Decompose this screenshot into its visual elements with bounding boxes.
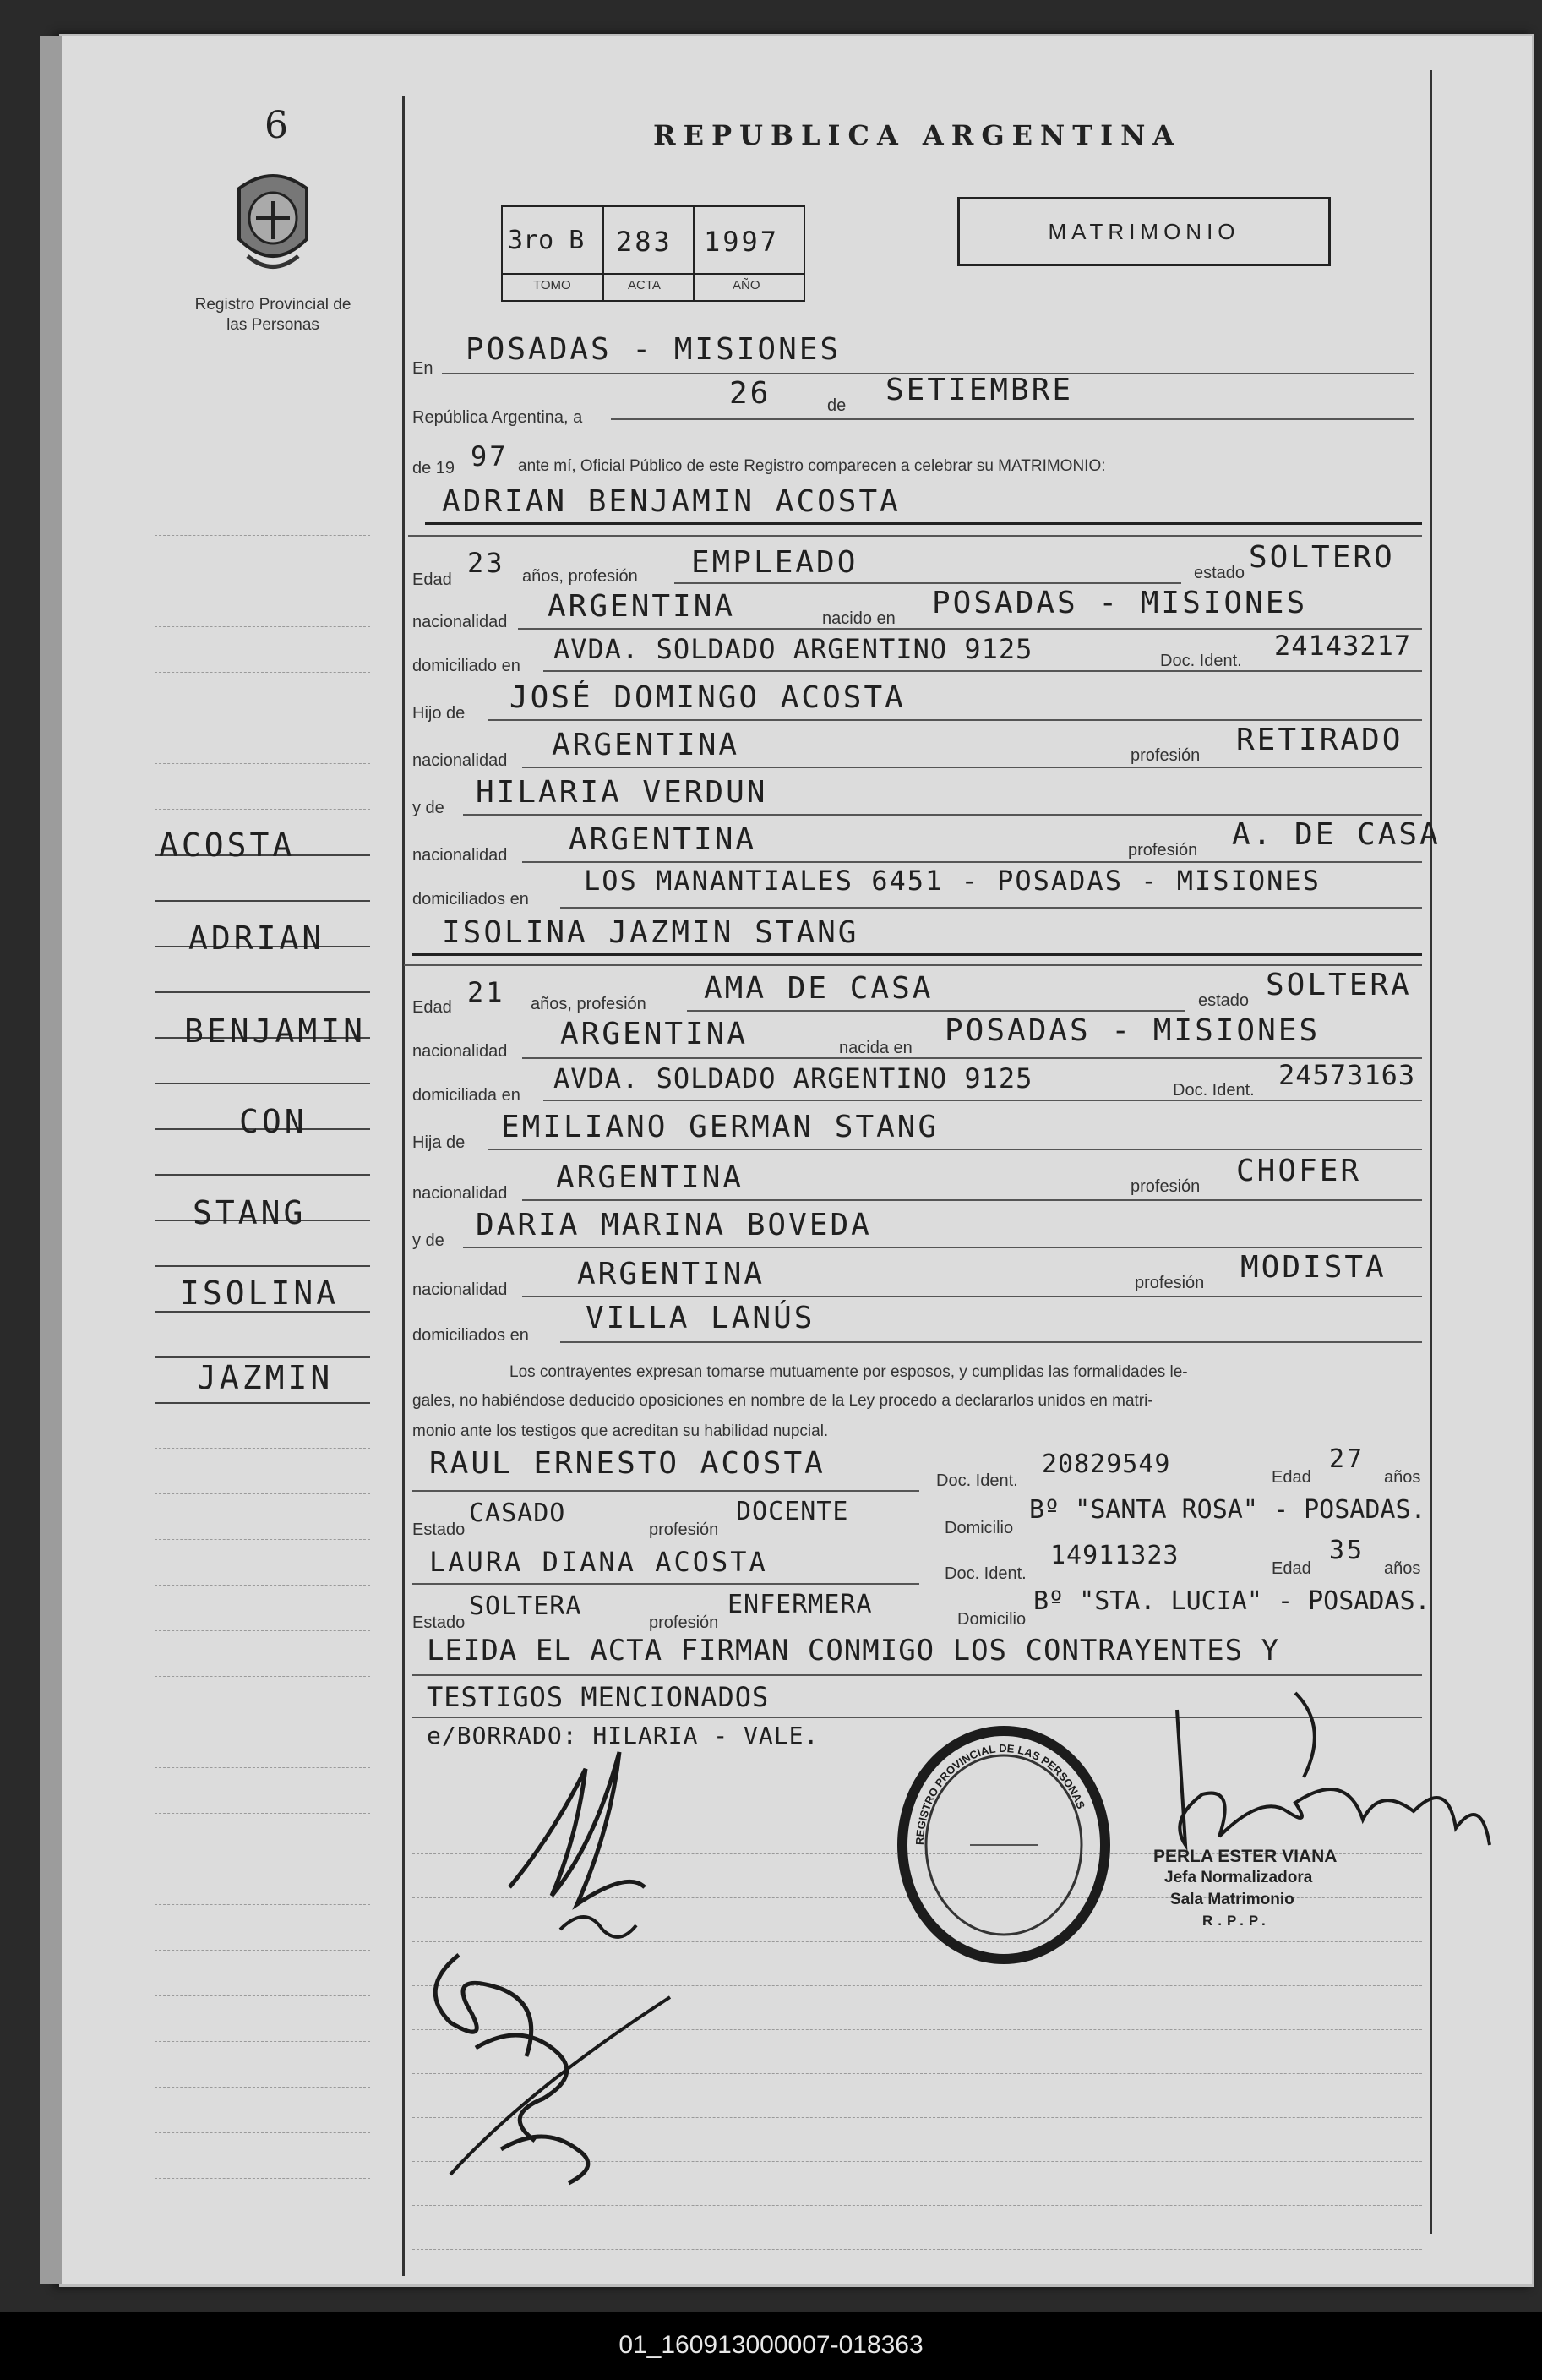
- tomo-value: 3ro B: [508, 226, 585, 255]
- margin-rule-line: [155, 1950, 370, 1951]
- groom-estado: SOLTERO: [1249, 540, 1395, 575]
- margin-rule-line: [155, 1356, 370, 1358]
- margin-rule-line: [155, 1904, 370, 1905]
- witness1-doc: 20829549: [1042, 1449, 1171, 1479]
- officer-abbr: R.P.P.: [1202, 1913, 1271, 1929]
- margin-rule-line: [155, 1995, 370, 1996]
- witness1-doc-label: Doc. Ident.: [936, 1471, 1018, 1490]
- margin-rule-line: [155, 991, 370, 993]
- groom-age-label: Edad: [412, 570, 452, 589]
- bride-nationality: ARGENTINA: [560, 1017, 749, 1051]
- bride-nationality-label: nacionalidad: [412, 1042, 508, 1061]
- margin-name-2: ADRIAN: [188, 920, 325, 957]
- bride-mother-prof-label: profesión: [1135, 1274, 1205, 1292]
- bride-born-label: nacida en: [839, 1039, 913, 1057]
- register-page: [59, 34, 1534, 2287]
- witness1-anos-label: años: [1384, 1468, 1421, 1487]
- groom-name: ADRIAN BENJAMIN ACOSTA: [442, 484, 901, 519]
- witness1-estado-label: Estado: [412, 1520, 466, 1539]
- groom-mother-nat: ARGENTINA: [569, 822, 757, 857]
- act-type-label: MATRIMONIO: [1048, 219, 1240, 244]
- witness2-prof-label: profesión: [649, 1613, 719, 1632]
- margin-rule-line: [155, 2087, 370, 2088]
- margin-rule-line: [155, 809, 370, 810]
- image-caption: 01_160913000007-018363: [618, 2331, 924, 2359]
- bride-doc: 24573163: [1278, 1059, 1416, 1091]
- margin-name-4: CON: [239, 1103, 308, 1140]
- tomo-label: TOMO: [533, 278, 571, 292]
- margin-name-1: ACOSTA: [159, 827, 296, 864]
- margin-rule-line: [155, 763, 370, 764]
- en-label: En: [412, 359, 433, 378]
- groom-parents-dom: LOS MANANTIALES 6451 - POSADAS - MISIONES: [584, 865, 1321, 897]
- bride-age-label: Edad: [412, 998, 452, 1017]
- closing-line-1: LEIDA EL ACTA FIRMAN CONMIGO LOS CONTRAYENTES Y: [427, 1634, 1280, 1668]
- bride-father-label: Hija de: [412, 1133, 466, 1152]
- margin-rule-line: [155, 1813, 370, 1814]
- page-number: 6: [264, 104, 288, 147]
- registry-label: Registro Provincial de las Personas: [194, 296, 351, 334]
- declaration-line-3: monio ante los testigos que acreditan su habilidad nupcial.: [412, 1422, 829, 1440]
- groom-doc-label: Doc. Ident.: [1160, 652, 1242, 670]
- act-type-box: [957, 197, 1331, 266]
- bride-father-nat-label: nacionalidad: [412, 1184, 508, 1203]
- officer-title: Jefa Normalizadora: [1164, 1869, 1313, 1886]
- witness2-dom-label: Domicilio: [957, 1610, 1027, 1629]
- bride-parents-dom: VILLA LANÚS: [586, 1301, 815, 1335]
- groom-father-prof-label: profesión: [1131, 746, 1201, 765]
- groom-father-nat: ARGENTINA: [552, 728, 740, 762]
- bride-domicile: AVDA. SOLDADO ARGENTINO 9125: [553, 1062, 1033, 1094]
- margin-rule-line: [155, 1585, 370, 1586]
- groom-mother-nat-label: nacionalidad: [412, 846, 508, 865]
- groom-father-label: Hijo de: [412, 704, 466, 723]
- margin-rule-line: [155, 2041, 370, 2042]
- margin-rule-line: [155, 1767, 370, 1768]
- margin-rule-line: [155, 1493, 370, 1494]
- margin-rule-line: [155, 1448, 370, 1449]
- groom-father: JOSÉ DOMINGO ACOSTA: [509, 680, 906, 715]
- bride-domicile-label: domiciliada en: [412, 1086, 520, 1105]
- groom-anos-profesion-label: años, profesión: [522, 567, 638, 586]
- year-suffix: 97: [471, 440, 509, 472]
- groom-doc: 24143217: [1274, 630, 1412, 662]
- bride-mother-nat-label: nacionalidad: [412, 1280, 508, 1299]
- groom-nationality-label: nacionalidad: [412, 613, 508, 631]
- groom-father-prof: RETIRADO: [1236, 723, 1403, 757]
- bride-doc-label: Doc. Ident.: [1173, 1081, 1255, 1100]
- margin-rule-line: [155, 1174, 370, 1176]
- ano-label: AÑO: [733, 278, 760, 292]
- intro-statement: ante mí, Oficial Público de este Registro comparecen a celebrar su MATRIMONIO:: [518, 457, 1106, 475]
- bride-estado: SOLTERA: [1266, 968, 1412, 1002]
- groom-parents-dom-label: domiciliados en: [412, 890, 529, 909]
- margin-rule-line: [155, 2132, 370, 2133]
- year-prefix: de 19: [412, 459, 455, 478]
- de-label: de: [827, 396, 847, 415]
- bride-born: POSADAS - MISIONES: [945, 1013, 1321, 1048]
- witness2-doc-label: Doc. Ident.: [945, 1564, 1027, 1583]
- bride-father-prof-label: profesión: [1131, 1177, 1201, 1196]
- groom-born-label: nacido en: [822, 609, 896, 628]
- groom-age: 23: [467, 547, 505, 579]
- margin-rule-line: [155, 535, 370, 536]
- officer-office: Sala Matrimonio: [1170, 1891, 1294, 1908]
- acta-value: 283: [616, 226, 673, 258]
- witness1-age-label: Edad: [1272, 1468, 1311, 1487]
- bride-profession: AMA DE CASA: [704, 971, 934, 1006]
- bride-mother: DARIA MARINA BOVEDA: [476, 1208, 872, 1242]
- bride-parents-dom-label: domiciliados en: [412, 1326, 529, 1345]
- witness2-dom: Bº "STA. LUCIA" - POSADAS.: [1033, 1586, 1430, 1616]
- witness1-estado: CASADO: [469, 1498, 566, 1528]
- bride-estado-label: estado: [1198, 991, 1250, 1010]
- witness1-name: RAUL ERNESTO ACOSTA: [429, 1446, 825, 1481]
- witness2-doc: 14911323: [1050, 1541, 1180, 1570]
- country-title: REPUBLICA ARGENTINA: [653, 119, 1182, 151]
- witness2-age-label: Edad: [1272, 1559, 1311, 1578]
- witness2-anos-label: años: [1384, 1559, 1421, 1578]
- witness2-name: LAURA DIANA ACOSTA: [429, 1546, 768, 1578]
- republic-label: República Argentina, a: [412, 408, 583, 427]
- bride-mother-label: y de: [412, 1231, 444, 1250]
- form-right-rule: [1430, 70, 1432, 2234]
- bride-father: EMILIANO GERMAN STANG: [501, 1110, 940, 1144]
- closing-line-3: e/BORRADO: HILARIA - VALE.: [427, 1722, 820, 1750]
- groom-mother-prof: A. DE CASA: [1232, 817, 1441, 852]
- bride-father-prof: CHOFER: [1236, 1154, 1362, 1188]
- margin-rule-line: [155, 900, 370, 902]
- groom-mother-label: y de: [412, 799, 444, 817]
- bride-age: 21: [467, 976, 505, 1008]
- margin-rule-line: [155, 672, 370, 673]
- margin-name-7: JAZMIN: [197, 1359, 334, 1396]
- witness2-age: 35: [1329, 1536, 1365, 1565]
- witness1-prof-label: profesión: [649, 1520, 719, 1539]
- groom-domicile-label: domiciliado en: [412, 657, 520, 675]
- groom-mother-prof-label: profesión: [1128, 841, 1198, 860]
- bride-mother-nat: ARGENTINA: [577, 1257, 766, 1291]
- witness2-estado: SOLTERA: [469, 1591, 582, 1621]
- margin-rule-line: [155, 1083, 370, 1084]
- groom-father-nat-label: nacionalidad: [412, 751, 508, 770]
- groom-estado-label: estado: [1194, 564, 1245, 582]
- declaration-line-2: gales, no habiéndose deducido oposiciones en nombre de la Ley procedo a declararlos unidos en matri-: [412, 1392, 1153, 1410]
- margin-rule-line: [155, 1402, 370, 1404]
- day-value: 26: [729, 376, 771, 411]
- bride-mother-prof: MODISTA: [1240, 1250, 1387, 1285]
- margin-rule-line: [155, 626, 370, 627]
- witness1-age: 27: [1329, 1444, 1365, 1474]
- witness1-dom: Bº "SANTA ROSA" - POSADAS.: [1029, 1495, 1426, 1525]
- margin-name-3: BENJAMIN: [184, 1013, 367, 1050]
- acta-label: ACTA: [628, 278, 661, 292]
- margin-name-5: STANG: [193, 1194, 307, 1231]
- signature-witnesses-image: [400, 1921, 704, 2200]
- registry-seal-image: [890, 1718, 1118, 1972]
- body-rule-line: [412, 2205, 1422, 2206]
- ano-value: 1997: [704, 226, 780, 258]
- margin-name-6: ISOLINA: [180, 1275, 340, 1312]
- bride-name: ISOLINA JAZMIN STANG: [442, 915, 859, 950]
- closing-line-2: TESTIGOS MENCIONADOS: [427, 1681, 770, 1713]
- groom-profession: EMPLEADO: [691, 545, 858, 580]
- witness1-dom-label: Domicilio: [945, 1519, 1014, 1537]
- margin-rule-line: [155, 1265, 370, 1267]
- margin-rule-line: [155, 2178, 370, 2179]
- month-value: SETIEMBRE: [885, 373, 1074, 407]
- bride-father-nat: ARGENTINA: [556, 1160, 744, 1195]
- body-rule-line: [412, 2249, 1422, 2250]
- officer-name: PERLA ESTER VIANA: [1153, 1847, 1338, 1866]
- declaration-line-1: Los contrayentes expresan tomarse mutuamente por esposos, y cumplidas las formalidades le-: [509, 1363, 1188, 1381]
- record-box: [501, 205, 805, 302]
- bride-anos-profesion-label: años, profesión: [531, 995, 646, 1013]
- margin-rule-line: [155, 1676, 370, 1677]
- witness1-prof: DOCENTE: [736, 1497, 849, 1526]
- witness2-estado-label: Estado: [412, 1613, 466, 1632]
- coat-of-arms-icon: [222, 163, 324, 281]
- witness2-prof: ENFERMERA: [727, 1590, 873, 1619]
- place-value: POSADAS - MISIONES: [466, 332, 842, 367]
- groom-domicile: AVDA. SOLDADO ARGENTINO 9125: [553, 633, 1033, 665]
- margin-rule-line: [155, 1539, 370, 1540]
- groom-mother: HILARIA VERDUN: [476, 775, 768, 810]
- seal-text: REGISTRO PROVINCIAL DE LAS PERSONAS: [913, 1741, 1088, 1846]
- groom-nationality: ARGENTINA: [548, 589, 736, 624]
- margin-rule-line: [155, 1630, 370, 1631]
- groom-born: POSADAS - MISIONES: [932, 586, 1308, 620]
